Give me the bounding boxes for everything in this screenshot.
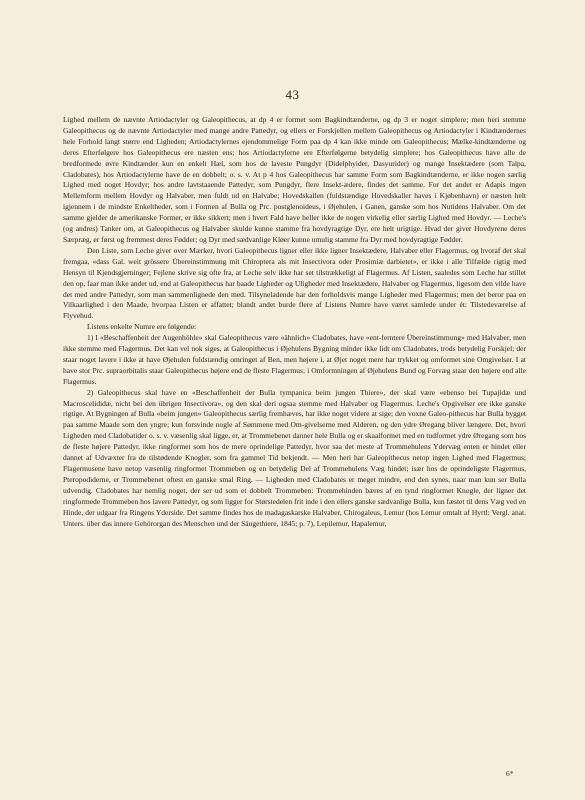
paragraph: 2) Galeopithecus skal have en «Beschaffenheit der Bulla tympanica beim jungen Thiere», der skal være «ebenso bei Tupajidæ und Macroscelididæ, nicht bei den übrigen Insectivora», og den skal deri ogsaa stemme med Halvaber og Flagermus. Leche's Opgivelser ere ikke ganske rigtige. At Bygningen af Bulla «beim jungen» Galeopithecus særlig fremhæves, har ikke noget videre at sige; den voxne Galeo-pithecus har Bulla bygget paa samme Maade som den yngre; kun forsvinde nogle af Sømmene med Om-givelserne med Alderen, og den ydre Øregang bliver længere. Det, hvori Ligheden med Cladobatider o. s. v. væsenlig skal ligge, er, at Trommebenet danner hele Bulla og er skaalformet med en tudformet ydre Øregang som hos de fleste højere Pattedyr, ikke ringformet som hos de mere oprindelige Pattedyr, hvor saa det meste af Trommehulens Ydervæg enten er hindet eller dannet af Udvæxter fra de tilstødende Knogler, som fra gammel Tid bekjendt. — Men heri har Galeopithecus netop ingen Lighed med Flagermus; Flagermusene have netop væsenlig ringformet Trommeben og en betydelig Del af Trommehulens Væg hindet; især hos de oprindeligste Flagermus, Pteropodiderne, er Trommebenet oftest en ganske smal Ring. — Ligheden med Cladobates er meget mindre, end den synes, naar man kun ser Bulla udvendig. Cladobates har nemlig noget, der ser ud som et dobbelt Trommeben: Trommehinden bæres af en tynd ringformet Knogle, der ligner det ringformede Trommeben hos lavere Pattedyr, og som ligger for Størstedelen frit inde i den ellers ganske sædvanlige Bulla, kun fæstet til dens Væg ved en Hinde, der udgaar fra Ringens Yderside. Det samme findes hos de madagaskarske Halvaber, Chirogaleus, Lemur (hos Lemur omtalt af Hyrtl: Vergl. anat. Unters. über das innere Gehörorgan des Menschen und der Säugethiere, 1845; p. 7), Lepilemur, Hapalemur, (63, 387, 526, 528)
signature-mark: 6* (506, 769, 514, 778)
body-text (63, 115, 526, 529)
page-number: 43 (285, 87, 300, 102)
paragraph: Den Liste, som Leche giver over Mærker, hvori Galeopithecus ligner eller ikke ligner Insektædere, Halvaber eller Flagermus, og hvoraf det skal fremgaa, «dass Gal. weit grössere Übereinstimmung mit Chiroptera als mit Insectivora oder Prosimiæ darbietet», er ikke i alle Tilfælde rigtig med Hensyn til Kjendsgjerninger; Fejlene skrive sig ofte fra, at Leche selv ikke har set tilstrækkeligt af Flagermus. Af Listen, saaledes som Leche har stillet den op, faar man ikke andet ud, end at Galeopithecus har baade Ligheder og Uligheder med Insektædere, Halvaber og Flagermus, ligesom den vilde have det med andre Pattedyr, som man sammenlignede den med. Tilsyneladende har den forholdsvis mange Ligheder med Flagermus; men det beror paa en Vilkaarlighed i den Maade, hvorpaa Listen er affattet; blandt andet burde flere af Listens Numre have været samlede under ét: Tilstedeværelse af Flyvehud. (63, 245, 526, 321)
paragraph: Listens enkelte Numre ere følgende: (87, 322, 197, 332)
paragraph: 1) I «Beschaffenheit der Augenhöhle» skal Galeopithecus være «ähnlich» Cladobates, have «ent-ferntere Übereinstimmung» med Halvaber, men ikke stemme med Flagermus. Det kan vel nok siges, at Galeopithecus i Øjehulens Bygning minder ikke lidt om Cladobates, trods betydelig Forskjel; der staar noget lavere i ikke at have Øjehulen fuldstændig omringet af Ben, men højere i, at Øjet noget mere har trykket og omformet sine Omgivelser. I at have stor Prc. supraorbitalis staar Galeopithecus højere end de fleste Flagermus; i Omformningen af Øjehulens Bund og Forvæg staar den højere end alle Flagermus. (63, 333, 526, 386)
paragraph: Lighed mellem de nævnte Artiodactyler og Galeopithecus, at dp 4 er formet som Bagkindtænderne, og dp 3 er noget simplere; men heri stemme Galeopithecus og de nævnte Artiodactyler med mange andre Pattedyr, og ellers er Forskjellen mellem Galeopithecus og Artiodactyler i Kindtændernes hele Forhold langt større end Ligheden; Artiodactylernes ejendommelige Form paa dp 4 kan ikke minde om Galeopithecus; Mælke-kindtænderne og deres Efterfølgere hos Galeopithecus ere næsten ens; hos Artiodactylerne ere Efterfølgerne betydelig simplere; hos Galeopithecus have alle de bredformede øvre Kindtænder kun en enkelt Hæl, som hos de laveste Pungdyr (Didelphyider, Dasyurider) og mange Insektædere (som Talpa, Cladobates), hos Artiodactylerne have de en dobbelt; o. s. v. At p 4 hos Galeopithecus har samme Form som Bagkindtænderne, er ikke nogen særlig Lighed med noget Hovdyr; hos andre lavtstaaende Pattedyr, som Pungdyr, flere Insekt-ædere, findes det samme. For det andet er Adapis ingen Mellemform mellem Hovdyr og Halvaber, men fuldt ud en Halvabe; Hovedskallen (fuldstændige Hovedskaller haves i Kjøbenhavn) er næsten helt igjennem i de mindste Enkeltheder, som i Formen af Bulla og Prc. postglenoideus, i Øjehulen, i Ganen, ganske som hos Nutidens Halvaber. Om det samme gjelder de amerikanske Former, er ikke sikkert; men i hvert Fald have heller ikke de nogen virkelig eller særlig Lighed med Hovdyr. — Leche's (og andres) Tanker om, at Galeopithecus og Halvaber skulde kunne stamme fra hovdyragtige Dyr, ere helt urigtige. Hvad der giver Hovdyrene deres Særpræg, er først og fremmest deres Fødder; og Dyr med sædvanlige Kløer kunne umulig stamme fra Dyr med hovdyragtige Fødder. (63, 115, 526, 244)
